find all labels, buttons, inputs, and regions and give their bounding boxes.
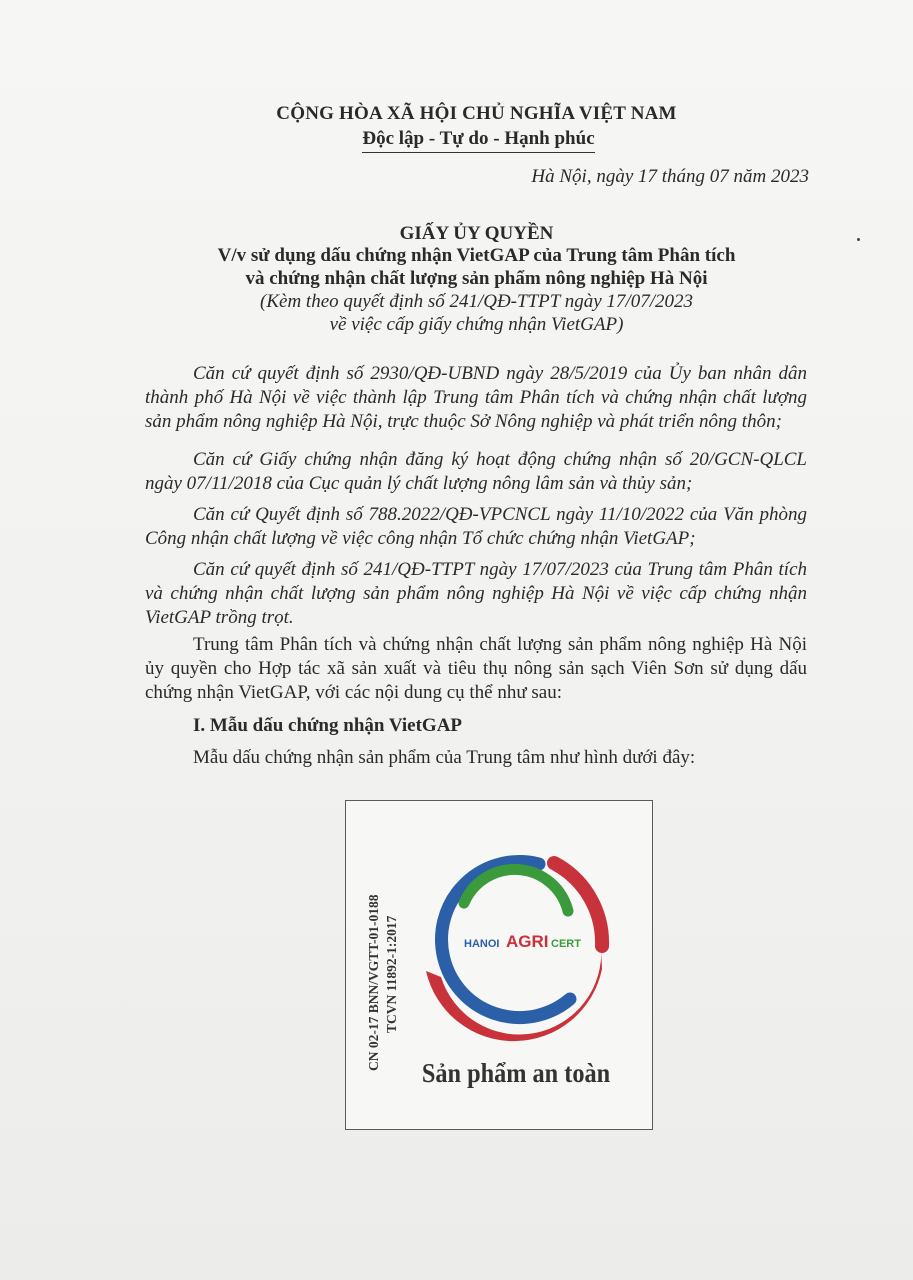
basis-paragraph-3: Căn cứ Quyết định số 788.2022/QĐ-VPCNCL ngày 11/10/2022 của Văn phòng Công nhận chất lượng về việc công nhận Tổ chức chứng nhận VietGAP; [145, 504, 807, 549]
logo-cert-text: CERT [551, 938, 581, 950]
subject-line-1: V/v sử dụng dấu chứng nhận VietGAP của Trung tâm Phân tích [217, 245, 736, 266]
document-title: GIẤY ỦY QUYỀN [399, 223, 554, 244]
stamp-code-line-1: CN 02-17 BNN/VGTT-01-0188 [366, 894, 381, 1071]
national-title: CỘNG HÒA XÃ HỘI CHỦ NGHĨA VIỆT NAM [276, 103, 677, 124]
motto-text: Độc lập - Tự do - Hạnh phúc [362, 128, 594, 153]
basis-paragraph-4: Căn cứ quyết định số 241/QĐ-TTPT ngày 17/07/2023 của Trung tâm Phân tích và chứng nhận chất lượng sản phẩm nông nghiệp Hà Nội về việc cấp chứng nhận VietGAP trồng trọt. [145, 559, 807, 628]
red-ring-arc [426, 946, 602, 1041]
basis-paragraph-2: Căn cứ Giấy chứng nhận đăng ký hoạt động chứng nhận số 20/GCN-QLCL ngày 07/11/2018 của Cục quản lý chất lượng nông lâm sản và thủy sản; [145, 449, 807, 494]
section-intro: Mẫu dấu chứng nhận sản phẩm của Trung tâm như hình dưới đây: [193, 747, 696, 768]
logo-agri-text: AGRI [506, 932, 549, 951]
subject-line-3: (Kèm theo quyết định số 241/QĐ-TTPT ngày 17/07/2023 [260, 291, 693, 312]
national-motto [22, 128, 913, 150]
green-ring-arc [464, 869, 568, 911]
certification-stamp [346, 801, 652, 1129]
authorization-paragraph: Trung tâm Phân tích và chứng nhận chất lượng sản phẩm nông nghiệp Hà Nội ủy quyền cho Hợp tác xã sản xuất và tiêu thụ nông sản sạch Viên Sơn sử dụng dấu chứng nhận VietGAP, với các nội dung cụ thể như sau: [145, 634, 807, 703]
stamp-caption: Sản phẩm an toàn [421, 1057, 611, 1089]
section-heading: I. Mẫu dấu chứng nhận VietGAP [193, 715, 463, 736]
logo-hanoi-text: HANOI [464, 938, 500, 950]
subject-line-4: về việc cấp giấy chứng nhận VietGAP) [329, 314, 624, 335]
basis-paragraph-1: Căn cứ quyết định số 2930/QĐ-UBND ngày 28/5/2019 của Ủy ban nhân dân thành phố Hà Nội về việc thành lập Trung tâm Phân tích và chứng nhận chất lượng sản phẩm nông nghiệp Hà Nội, trực thuộc Sở Nông nghiệp và phát triển nông thôn; [145, 363, 807, 432]
stamp-code-line-2: TCVN 11892-1:2017 [384, 915, 399, 1033]
certification-stamp-box [345, 800, 653, 1130]
place-date: Hà Nội, ngày 17 tháng 07 năm 2023 [531, 166, 809, 187]
subject-line-2: và chứng nhận chất lượng sản phẩm nông nghiệp Hà Nội [245, 268, 708, 289]
